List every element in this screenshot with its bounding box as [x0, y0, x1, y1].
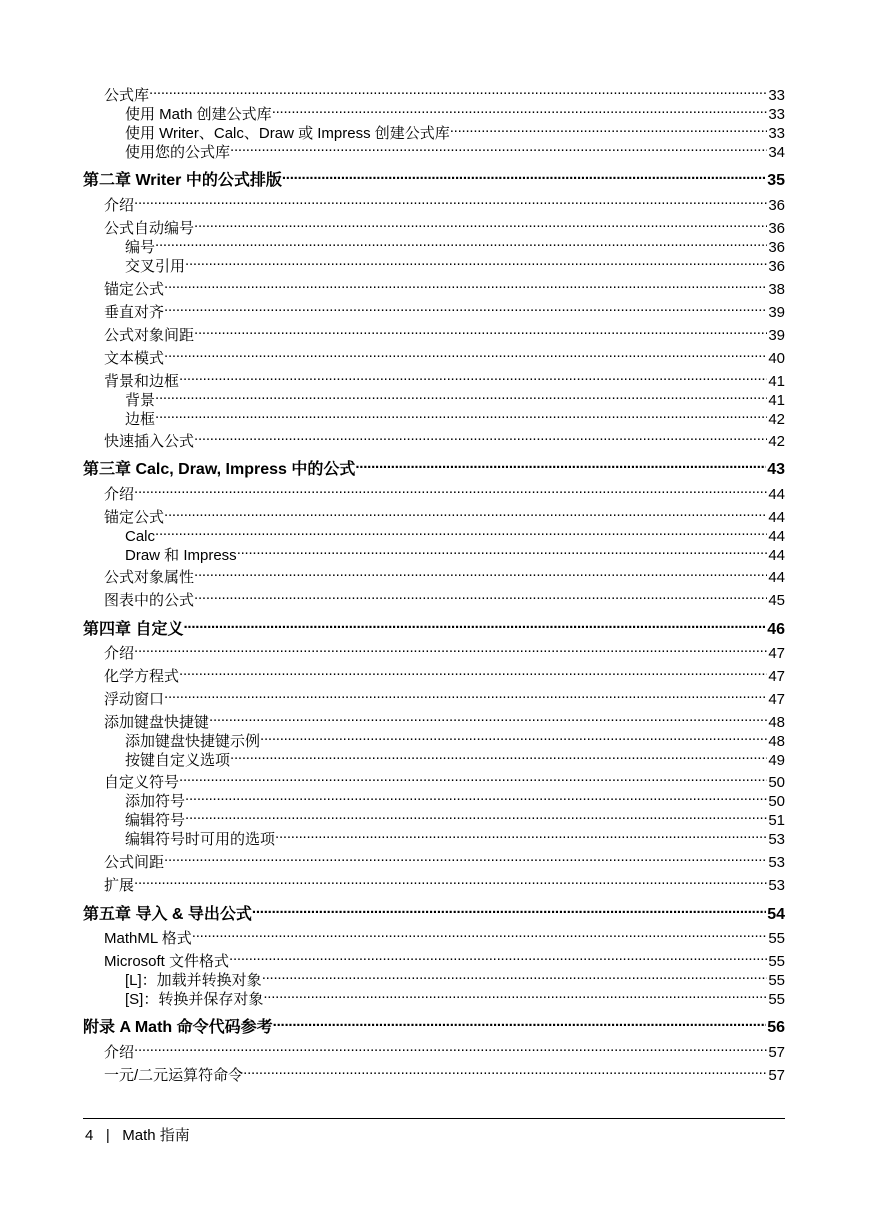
toc-entry[interactable]: [83, 299, 785, 322]
toc-entry-page: 55: [768, 991, 785, 1008]
toc-entry[interactable]: [83, 1062, 785, 1085]
toc-entry-page: 53: [768, 831, 785, 848]
toc-dot-leader: [164, 299, 767, 317]
toc-entry-page: 43: [767, 461, 785, 478]
toc-entry-page: 54: [767, 906, 785, 923]
toc-entry[interactable]: [83, 663, 785, 686]
toc-entry-title: 介绍: [104, 1044, 135, 1061]
toc-entry[interactable]: [83, 587, 785, 610]
toc-dot-leader: [237, 542, 768, 560]
toc-dot-leader: [194, 564, 767, 582]
toc-entry-title: [S]：转换并保存对象: [125, 991, 264, 1008]
toc-entry-page: 53: [768, 854, 785, 871]
toc-entry-title: 背景: [125, 392, 156, 409]
toc-entry-page: 40: [768, 350, 785, 367]
toc-dot-leader: [194, 428, 767, 446]
toc-dot-leader: [134, 192, 767, 210]
toc-entry-page: 47: [768, 645, 785, 662]
toc-dot-leader: [185, 788, 767, 806]
toc-entry-title: 一元/二元运算符命令: [104, 1067, 244, 1084]
toc-entry-page: 36: [768, 239, 785, 256]
toc-entry-page: 50: [768, 774, 785, 791]
toc-entry-page: 50: [768, 793, 785, 810]
toc-chapter-entry[interactable]: [83, 616, 785, 639]
toc-entry-page: 36: [768, 258, 785, 275]
toc-dot-leader: [164, 849, 767, 867]
toc-entry-page: 34: [768, 144, 785, 161]
toc-entry[interactable]: [83, 276, 785, 299]
toc-entry-title: 锚定公式: [104, 509, 165, 526]
toc-dot-leader: [134, 1039, 767, 1057]
toc-entry-page: 47: [768, 668, 785, 685]
toc-entry-page: 44: [768, 528, 785, 545]
toc-entry-page: 39: [768, 327, 785, 344]
toc-dot-leader: [260, 728, 767, 746]
toc-entry[interactable]: [83, 564, 785, 587]
toc-dot-leader: [149, 82, 767, 100]
toc-entry-page: 48: [768, 714, 785, 731]
toc-entry[interactable]: [83, 139, 785, 162]
toc-dot-leader: [282, 167, 766, 185]
toc-entry-page: 44: [768, 547, 785, 564]
toc-dot-leader: [155, 406, 767, 424]
toc-entry-title: 介绍: [104, 486, 135, 503]
toc-chapter-entry[interactable]: [83, 456, 785, 479]
toc-entry-title: 按键自定义选项: [125, 752, 231, 769]
toc-entry-title: 交叉引用: [125, 258, 186, 275]
toc-entry[interactable]: [83, 849, 785, 872]
toc-entry-title: 自定义符号: [104, 774, 180, 791]
toc-entry-page: 33: [768, 106, 785, 123]
toc-entry-title: MathML 格式: [104, 930, 192, 947]
toc-entry[interactable]: [83, 345, 785, 368]
toc-entry-title: 背景和边框: [104, 373, 180, 390]
toc-entry-page: 35: [767, 172, 785, 189]
toc-entry-title: 附录 A Math 命令代码参考: [83, 1019, 273, 1036]
toc-dot-leader: [134, 481, 767, 499]
toc-dot-leader: [155, 523, 767, 541]
toc-entry-title: 化学方程式: [104, 668, 180, 685]
toc-entry[interactable]: [83, 686, 785, 709]
toc-dot-leader: [192, 925, 768, 943]
toc-entry-title: 第四章 自定义: [83, 621, 184, 638]
toc-entry-page: 47: [768, 691, 785, 708]
toc-entry-page: 44: [768, 569, 785, 586]
toc-entry[interactable]: [83, 542, 785, 565]
toc-entry-page: 49: [768, 752, 785, 769]
toc-entry-title: 公式对象间距: [104, 327, 195, 344]
toc-dot-leader: [185, 253, 767, 271]
toc-entry-title: 扩展: [104, 877, 135, 894]
toc-dot-leader: [194, 587, 767, 605]
toc-dot-leader: [179, 663, 767, 681]
toc-entry-page: 36: [768, 220, 785, 237]
toc-entry[interactable]: [83, 192, 785, 215]
toc-entry-title: 第五章 导入 & 导出公式: [83, 906, 252, 923]
toc-entry-title: 添加键盘快捷键示例: [125, 733, 261, 750]
toc-dot-leader: [263, 986, 767, 1004]
toc-entry-page: 57: [768, 1044, 785, 1061]
toc-entry-title: 编辑符号时可用的选项: [125, 831, 276, 848]
toc-entry-page: 55: [768, 930, 785, 947]
footer-page-number: 4: [85, 1127, 94, 1144]
toc-entry-page: 53: [768, 877, 785, 894]
toc-entry-title: Draw 和 Impress: [125, 547, 237, 564]
toc-dot-leader: [243, 1062, 767, 1080]
toc-entry-page: 57: [768, 1067, 785, 1084]
toc-dot-leader: [355, 456, 766, 474]
toc-dot-leader: [262, 967, 768, 985]
toc-entry-title: 使用 Math 创建公式库: [125, 106, 272, 123]
toc-dot-leader: [273, 1014, 767, 1032]
toc-entry[interactable]: [83, 826, 785, 849]
toc-dot-leader: [450, 120, 768, 138]
toc-entry-page: 39: [768, 304, 785, 321]
page-footer: [85, 1124, 190, 1145]
toc-entry-page: 55: [768, 972, 785, 989]
toc-dot-leader: [230, 747, 767, 765]
toc-entry-title: Microsoft 文件格式: [104, 953, 230, 970]
footer-separator: |: [105, 1127, 110, 1144]
toc-entry-page: 46: [767, 621, 785, 638]
toc-entry-title: 快速插入公式: [104, 433, 195, 450]
toc-dot-leader: [155, 387, 767, 405]
toc-entry-title: 第二章 Writer 中的公式排版: [83, 172, 282, 189]
toc-dot-leader: [185, 807, 767, 825]
toc-entry[interactable]: [83, 986, 785, 1009]
toc-entry-title: 编号: [125, 239, 156, 256]
toc-entry-title: Calc: [125, 528, 156, 545]
toc-entry-page: 42: [768, 411, 785, 428]
toc-entry-title: 锚定公式: [104, 281, 165, 298]
toc-dot-leader: [230, 139, 767, 157]
toc-entry-title: 浮动窗口: [104, 691, 165, 708]
toc-entry[interactable]: [83, 747, 785, 770]
footer-rule: [83, 1118, 785, 1119]
toc-entry-page: 33: [768, 125, 785, 142]
toc-entry[interactable]: [83, 406, 785, 429]
toc-entry-title: 垂直对齐: [104, 304, 165, 321]
toc-entry-title: 第三章 Calc, Draw, Impress 中的公式: [83, 461, 356, 478]
toc-entry[interactable]: [83, 925, 785, 948]
toc-dot-leader: [179, 769, 767, 787]
toc-entry-title: 文本模式: [104, 350, 165, 367]
toc-entry-page: 33: [768, 87, 785, 104]
toc-entry[interactable]: [83, 640, 785, 663]
toc-entry-title: 公式自动编号: [104, 220, 195, 237]
toc-entry-title: 添加符号: [125, 793, 186, 810]
toc-entry-page: 56: [767, 1019, 785, 1036]
toc-entry[interactable]: [83, 428, 785, 451]
toc-entry-title: 使用 Writer、Calc、Draw 或 Impress 创建公式库: [125, 125, 450, 142]
toc-chapter-entry[interactable]: [83, 901, 785, 924]
toc-entry-title: 公式库: [104, 87, 150, 104]
toc-dot-leader: [275, 826, 767, 844]
toc-entry-page: 48: [768, 733, 785, 750]
toc-entry[interactable]: [83, 481, 785, 504]
toc-entry-page: 45: [768, 592, 785, 609]
toc-entry-title: 图表中的公式: [104, 592, 195, 609]
toc-dot-leader: [183, 616, 766, 634]
toc-dot-leader: [164, 504, 767, 522]
toc-entry-title: 公式对象属性: [104, 569, 195, 586]
footer-doc-title: Math 指南: [122, 1127, 190, 1144]
toc-entry-page: 41: [768, 392, 785, 409]
toc-dot-leader: [134, 640, 767, 658]
toc-dot-leader: [179, 368, 767, 386]
toc-entry[interactable]: [83, 253, 785, 276]
toc-entry-page: 44: [768, 486, 785, 503]
toc-entry-title: 边框: [125, 411, 156, 428]
toc-entry-page: 36: [768, 197, 785, 214]
toc-entry-page: 51: [768, 812, 785, 829]
toc-entry-page: 38: [768, 281, 785, 298]
toc-dot-leader: [194, 322, 767, 340]
toc-entry-page: 41: [768, 373, 785, 390]
toc-chapter-entry[interactable]: [83, 1014, 785, 1037]
toc-entry[interactable]: [83, 322, 785, 345]
toc-dot-leader: [252, 901, 766, 919]
toc-entry-title: 介绍: [104, 197, 135, 214]
toc-entry[interactable]: [83, 872, 785, 895]
toc-dot-leader: [272, 101, 768, 119]
toc-chapter-entry[interactable]: [83, 167, 785, 190]
toc-entry-page: 42: [768, 433, 785, 450]
toc-entry[interactable]: [83, 1039, 785, 1062]
toc-entry-title: 公式间距: [104, 854, 165, 871]
toc-entry-title: 介绍: [104, 645, 135, 662]
toc-dot-leader: [134, 872, 767, 890]
toc-entry-title: 编辑符号: [125, 812, 186, 829]
toc-dot-leader: [194, 215, 767, 233]
toc-dot-leader: [155, 234, 767, 252]
toc-entry-title: 添加键盘快捷键: [104, 714, 210, 731]
toc-entry-title: 使用您的公式库: [125, 144, 231, 161]
toc-entry-page: 55: [768, 953, 785, 970]
toc-entry-title: [L]：加载并转换对象: [125, 972, 262, 989]
toc-dot-leader: [164, 686, 767, 704]
toc-dot-leader: [164, 276, 767, 294]
toc-entry-page: 44: [768, 509, 785, 526]
toc-dot-leader: [229, 948, 767, 966]
toc-dot-leader: [209, 709, 767, 727]
toc-dot-leader: [164, 345, 767, 363]
